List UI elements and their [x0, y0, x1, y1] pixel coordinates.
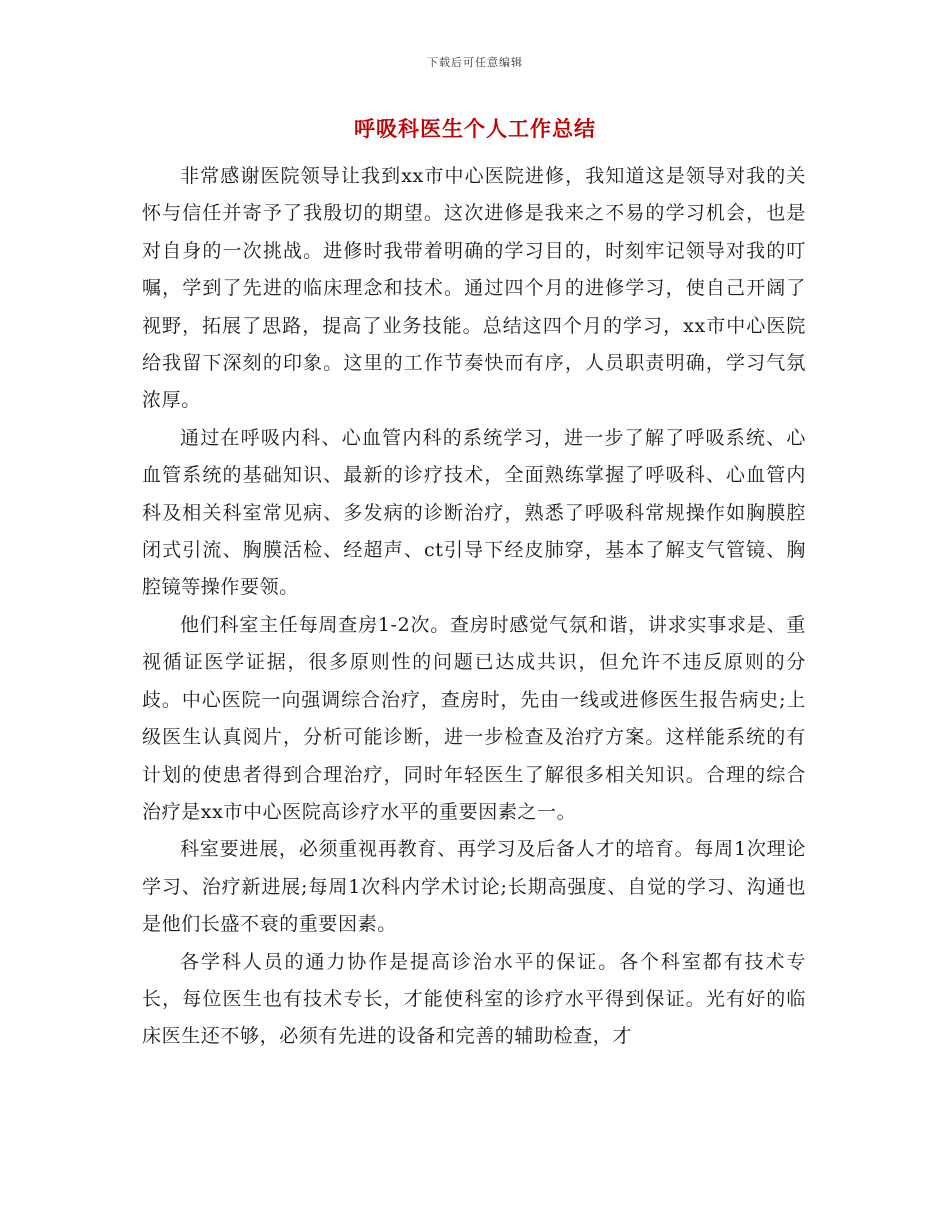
paragraph-3: 他们科室主任每周查房1-2次。查房时感觉气氛和谐，讲求实事求是、重视循证医学证据，很多原则性的问题已达成共识，但允许不违反原则的分歧。中心医院一向强调综合治疗，查房时，先由一线或进修医生报告病史;上级医生认真阅片，分析可能诊断，进一步检查及治疗方案。这样能系统的有计划的使患者得到合理治疗，同时年轻医生了解很多相关知识。合理的综合治疗是xx市中心医院高诊疗水平的重要因素之一。 [142, 613, 806, 823]
paragraph-2: 通过在呼吸内科、心血管内科的系统学习，进一步了解了呼吸系统、心血管系统的基础知识、最新的诊疗技术，全面熟练掌握了呼吸科、心血管内科及相关科室常见病、多发病的诊断治疗，熟悉了呼吸科常规操作如胸膜腔闭式引流、胸膜活检、经超声、ct引导下经皮肺穿，基本了解支气管镜、胸腔镜等操作要领。 [142, 426, 806, 599]
paragraph-1: 非常感谢医院领导让我到xx市中心医院进修，我知道这是领导对我的关怀与信任并寄予了我殷切的期望。这次进修是我来之不易的学习机会，也是对自身的一次挑战。进修时我带着明确的学习目的，时刻牢记领导对我的叮嘱，学到了先进的临床理念和技术。通过四个月的进修学习，使自己开阔了视野，拓展了思路，提高了业务技能。总结这四个月的学习，xx市中心医院给我留下深刻的印象。这里的工作节奏快而有序，人员职责明确，学习气氛浓厚。 [142, 165, 806, 412]
paragraph-4: 科室要进展，必须重视再教育、再学习及后备人才的培育。每周1次理论学习、治疗新进展;每周1次科内学术讨论;长期高强度、自觉的学习、沟通也是他们长盛不衰的重要因素。 [142, 838, 806, 936]
document-body [142, 158, 806, 1056]
paragraph-5: 各学科人员的通力协作是提高诊治水平的保证。各个科室都有技术专长，每位医生也有技术专长，才能使科室的诊疗水平得到保证。光有好的临床医生还不够，必须有先进的设备和完善的辅助检查，才 [142, 950, 806, 1048]
header-note: 下载后可任意编辑 [427, 56, 523, 69]
document-title: 呼吸科医生个人工作总结 [354, 116, 596, 141]
